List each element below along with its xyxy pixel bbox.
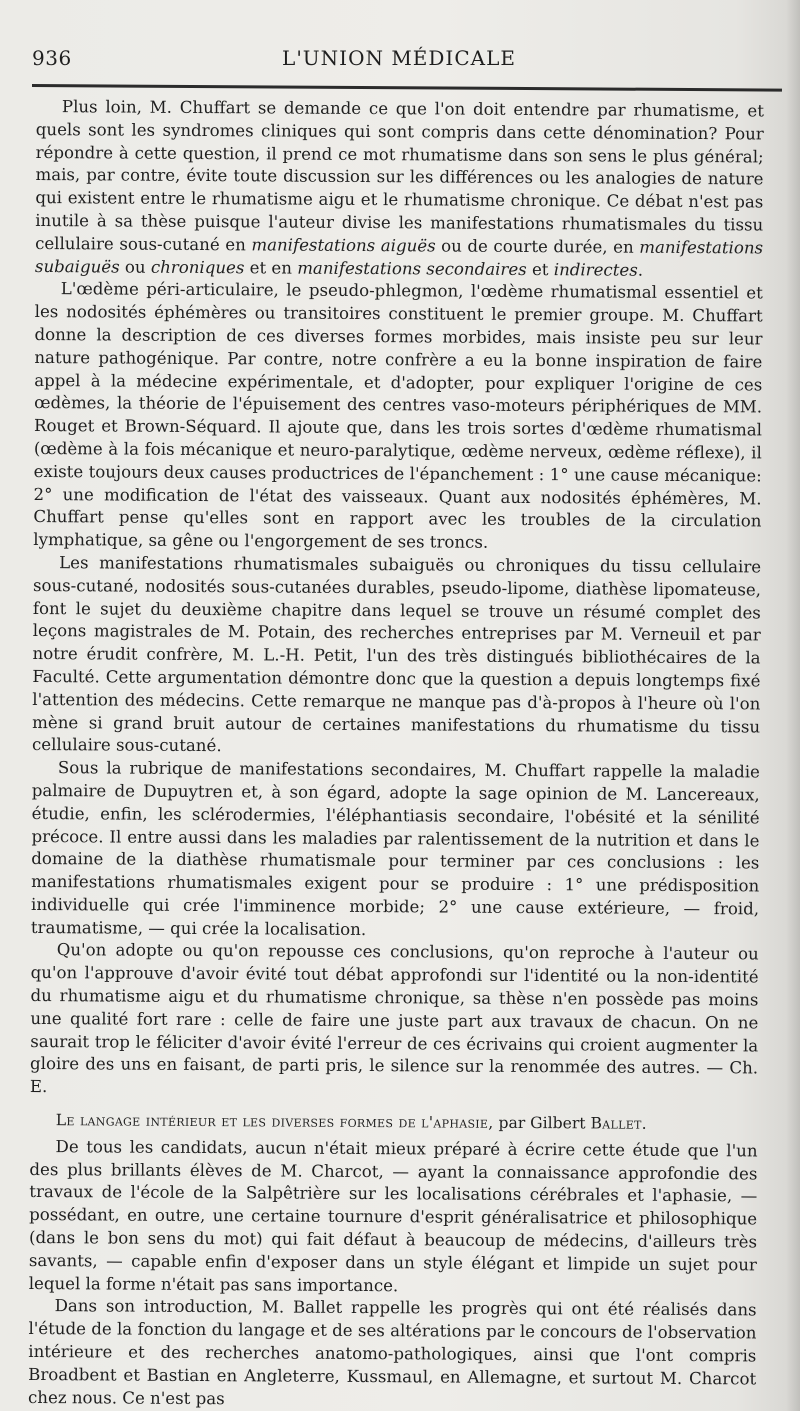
paragraph-4: Sous la rubrique de manifestations secondaires, M. Chuffart rappelle la maladie palmaire de Dupuytren et, à son égard, adopte la sage opinion de M. Lancereaux, étudie, enfin, les sclérodermies, l'éléphantiasis secondaire, l'obésité et la sénilité précoce. Il entre aussi dans les maladies par ralentissement de la nutrition et dans le domaine de la diathèse rhumatismale pour terminer par ces conclusions : les manifestations rhumatismales exigent pour se produire : 1° une prédisposition individuelle qui crée l'imminence morbide; 2° une cause extérieure, — froid, traumatisme, — qui crée la localisation. bbox=[30, 758, 760, 939]
paragraph-5: Qu'on adopte ou qu'on repousse ces conclusions, qu'on reproche à l'auteur ou qu'on l'approuve d'avoir évité tout débat approfondi sur l'identité ou la non-identité du rhumatisme aigu et du rhumatisme chronique, sa thèse n'en possède pas moins une qualité fort rare : celle de faire une juste part aux travaux de chacun. On ne saurait trop le féliciter d'avoir évité l'erreur de ces écrivains qui croient augmenter la gloire des uns en faisant, de parti pris, le silence sur la renommée des autres. — Ch. E. bbox=[29, 940, 759, 1097]
scan-edge-shadow bbox=[786, 0, 800, 1411]
section-author: Ballet. bbox=[590, 1114, 648, 1133]
paragraph-1 bbox=[35, 96, 764, 283]
text-run: Plus loin, M. Chuffart se demande ce que l'on doit entendre par rhumatisme, et quels sont les syndromes cliniques qui sont compris dans cette dénomination? Pour répondre à cette question, il prend ce mot rhumatisme dans son sens le plus général; mais, par contre, évite toute discussion sur les différences ou les analogies de nature qui existent entre le rhumatisme aigu et le rhumatisme chronique. Ce débat n'est pas inutile à sa thèse puisque l'auteur divise les manifestations rhumatismales du tissu cellulaire sous-cutané en bbox=[35, 97, 764, 255]
italic-term: manifestations secondaires bbox=[297, 258, 527, 279]
italic-term: manifestations aiguës bbox=[251, 235, 436, 256]
page-number: 936 bbox=[32, 46, 72, 70]
paragraph-2: L'œdème péri-articulaire, le pseudo-phlegmon, l'œdème rhumatismal essentiel et les nodosités éphémères ou transitoires constituent le premier groupe. M. Chuffart donne la description de ces diverses formes morbides, mais insiste peu sur leur nature pathogénique. Par contre, notre confrère a eu la bonne inspiration de faire appel à la médecine expérimentale, et d'adopter, pour expliquer l'origine de ces œdèmes, la théorie de l'épuisement des centres vaso-moteurs périphériques de MM. Rouget et Brown-Séquard. Il ajoute que, dans les trois sortes d'œdème rhumatismal (œdème à la fois mécanique et neuro-paralytique, œdème nerveux, œdème réflexe), il existe toujours deux causes productrices de l'épanchement : 1° une cause mécanique: 2° une modification de l'état des vaisseaux. Quant aux nodosités éphémères, M. Chuffart pense qu'elles sont en rapport avec les troubles de la circulation lymphatique, sa gêne ou l'engorgement de ses troncs. bbox=[33, 279, 763, 552]
section-by: par Gilbert bbox=[493, 1113, 591, 1133]
text-run: . bbox=[637, 260, 644, 280]
italic-term: manifestations subaiguës bbox=[34, 237, 764, 277]
running-head bbox=[32, 46, 766, 78]
italic-term: chroniques bbox=[150, 257, 245, 277]
section-heading bbox=[30, 1109, 758, 1136]
text-run: ou de courte durée, en bbox=[435, 236, 640, 257]
text-run: ou bbox=[119, 257, 151, 277]
journal-title: L'UNION MÉDICALE bbox=[282, 46, 516, 70]
text-run: et en bbox=[244, 257, 298, 278]
text-run: et bbox=[526, 259, 554, 279]
italic-term: indirectes bbox=[553, 259, 638, 280]
paragraph-3: Les manifestations rhumatismales subaiguës ou chroniques du tissu cellulaire sous-cutané, nodosités sous-cutanées durables, pseudo-lipome, diathèse lipomateuse, font le sujet du deuxième chapitre dans lequel se trouve un résumé complet des leçons magistrales de M. Potain, des recherches entreprises par M. Verneuil et par notre érudit confrère, M. L.-H. Petit, l'un des très distingués bibliothécaires de la Faculté. Cette argumentation démontre donc que la question a depuis longtemps fixé l'attention des médecins. Cette remarque ne manque pas d'à-propos à l'heure où l'on mène si grand bruit autour de certaines manifestations du rhumatisme du tissu cellulaire sous-cutané. bbox=[31, 553, 762, 756]
header-rule bbox=[32, 84, 782, 92]
paragraph-6: De tous les candidats, aucun n'était mieux préparé à écrire cette étude que l'un des plus brillants élèves de M. Charcot, — ayant la connaissance approfondie des travaux de l'école de la Salpêtrière sur les localisations cérébrales et l'aphasie, — possédant, en outre, une certaine tournure d'esprit généralisatrice et philosophique (dans le bon sens du mot) qui fait défaut à beaucoup de médecins, d'ailleurs très savants, — capable enfin d'exposer dans un style élégant et limpide un sujet pour lequel la forme n'était pas sans importance. bbox=[28, 1136, 758, 1295]
paragraph-7: Dans son introduction, M. Ballet rappelle les progrès qui ont été réalisés dans l'étude de la fonction du langage et de ses altérations par le concours de l'observation intérieure et des recherches anatomo-pathologiques, ainsi que l'ont compris Broadbent et Bastian en Angleterre, Kussmaul, en Allemagne, et surtout M. Charcot chez nous. Ce n'est pas bbox=[27, 1296, 757, 1408]
section-title: Le langage intérieur et les diverses formes de l'aphasie, bbox=[55, 1111, 494, 1132]
article-body bbox=[28, 96, 764, 1411]
